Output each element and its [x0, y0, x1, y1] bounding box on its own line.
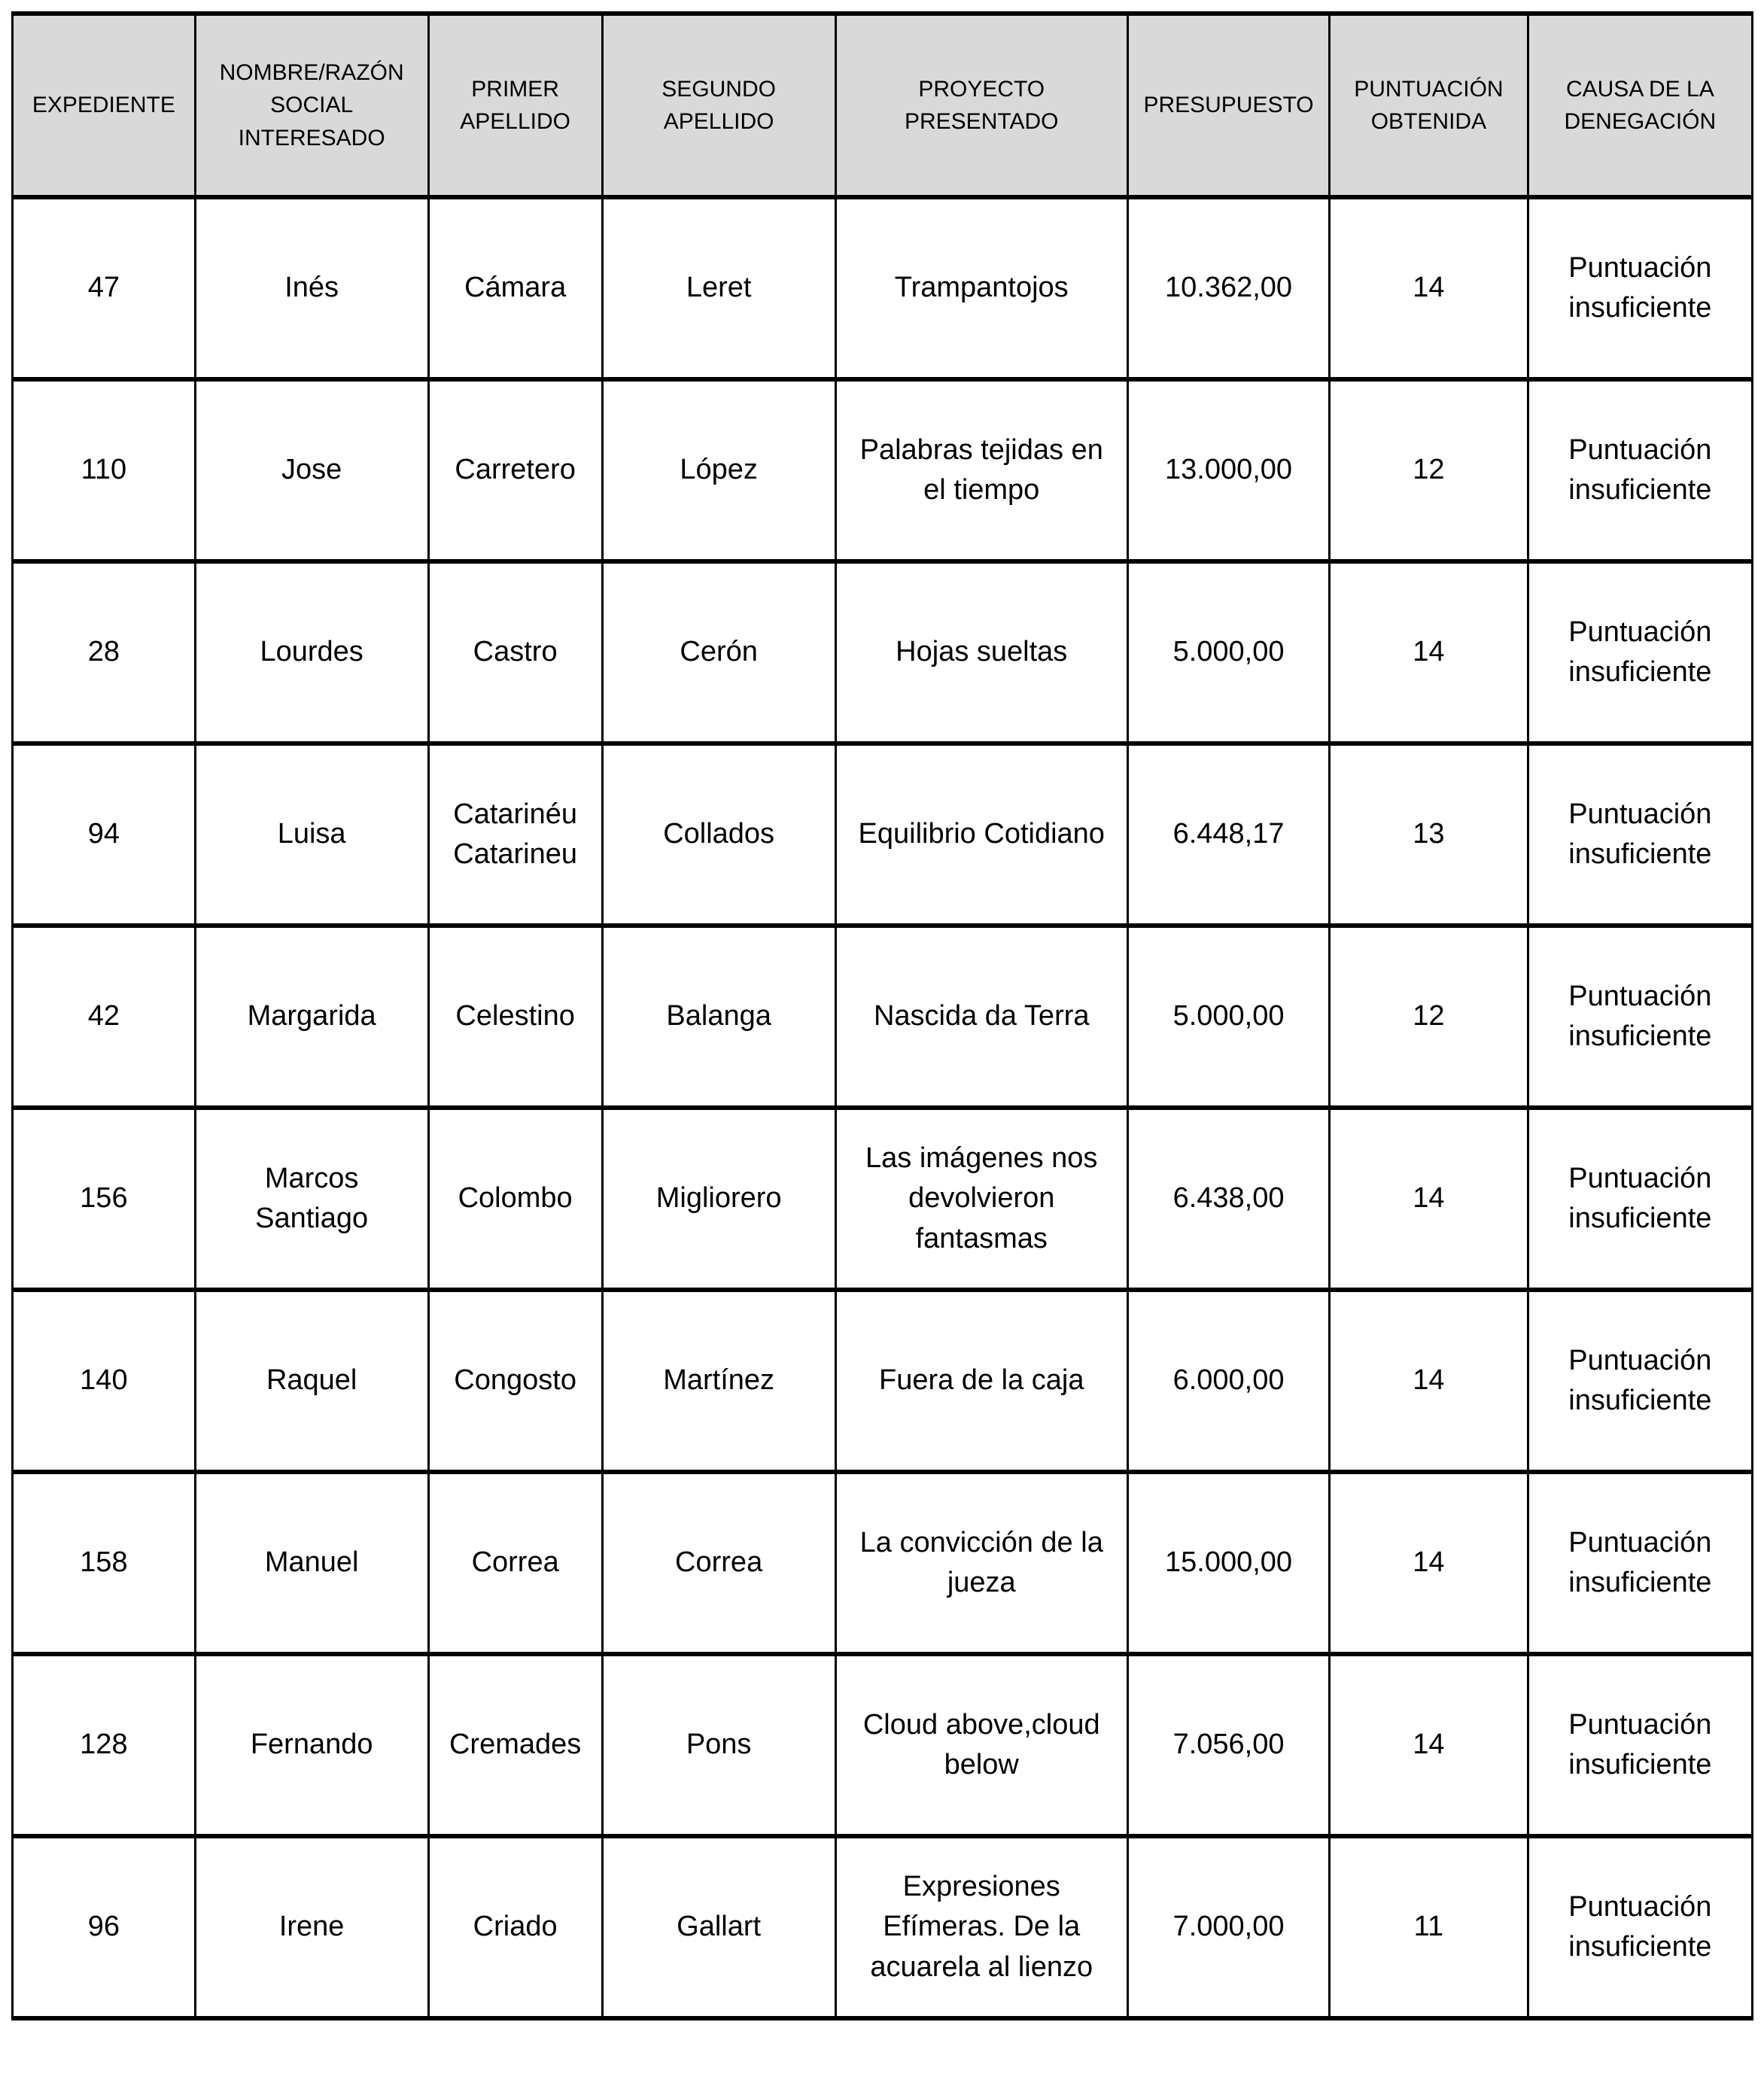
cell-segundo-apellido: Cerón — [602, 561, 835, 743]
cell-causa: Puntuación insuficiente — [1528, 197, 1752, 379]
table-row — [13, 1654, 1753, 1836]
column-header-proyecto: PROYECTO PRESENTADO — [835, 14, 1127, 197]
cell-nombre: Jose — [195, 379, 428, 561]
cell-primer-apellido: Carretero — [428, 379, 602, 561]
column-header-nombre: NOMBRE/RAZÓN SOCIAL INTERESADO — [195, 14, 428, 197]
cell-presupuesto: 15.000,00 — [1127, 1472, 1329, 1654]
cell-presupuesto: 6.438,00 — [1127, 1108, 1329, 1290]
cell-expediente: 28 — [13, 561, 196, 743]
table-row — [13, 1836, 1753, 2018]
cell-nombre: Luisa — [195, 743, 428, 926]
cell-causa: Puntuación insuficiente — [1528, 743, 1752, 926]
denied-applications-table — [11, 11, 1753, 2021]
cell-presupuesto: 10.362,00 — [1127, 197, 1329, 379]
cell-presupuesto: 5.000,00 — [1127, 926, 1329, 1108]
cell-segundo-apellido: Balanga — [602, 926, 835, 1108]
cell-expediente: 140 — [13, 1290, 196, 1472]
cell-nombre: Marcos Santiago — [195, 1108, 428, 1290]
table-row — [13, 926, 1753, 1108]
cell-primer-apellido: Castro — [428, 561, 602, 743]
cell-presupuesto: 5.000,00 — [1127, 561, 1329, 743]
cell-causa: Puntuación insuficiente — [1528, 379, 1752, 561]
cell-expediente: 128 — [13, 1654, 196, 1836]
cell-proyecto: Trampantojos — [835, 197, 1127, 379]
cell-nombre: Raquel — [195, 1290, 428, 1472]
cell-primer-apellido: Congosto — [428, 1290, 602, 1472]
cell-primer-apellido: Correa — [428, 1472, 602, 1654]
cell-segundo-apellido: Leret — [602, 197, 835, 379]
cell-causa: Puntuación insuficiente — [1528, 1836, 1752, 2018]
cell-primer-apellido: Celestino — [428, 926, 602, 1108]
cell-presupuesto: 13.000,00 — [1127, 379, 1329, 561]
cell-puntuacion: 12 — [1330, 926, 1528, 1108]
cell-puntuacion: 14 — [1330, 1654, 1528, 1836]
cell-segundo-apellido: Migliorero — [602, 1108, 835, 1290]
header-row — [13, 14, 1753, 197]
column-header-segundo-apellido: SEGUNDO APELLIDO — [602, 14, 835, 197]
cell-primer-apellido: Catarinéu Catarineu — [428, 743, 602, 926]
cell-expediente: 96 — [13, 1836, 196, 2018]
cell-puntuacion: 11 — [1330, 1836, 1528, 2018]
column-header-presupuesto: PRESUPUESTO — [1127, 14, 1329, 197]
cell-puntuacion: 14 — [1330, 1290, 1528, 1472]
cell-nombre: Irene — [195, 1836, 428, 2018]
cell-causa: Puntuación insuficiente — [1528, 1654, 1752, 1836]
table-row — [13, 743, 1753, 926]
cell-nombre: Manuel — [195, 1472, 428, 1654]
cell-primer-apellido: Cremades — [428, 1654, 602, 1836]
cell-segundo-apellido: Pons — [602, 1654, 835, 1836]
column-header-primer-apellido: PRIMER APELLIDO — [428, 14, 602, 197]
cell-proyecto: Palabras tejidas en el tiempo — [835, 379, 1127, 561]
table-row — [13, 379, 1753, 561]
cell-expediente: 156 — [13, 1108, 196, 1290]
column-header-puntuacion: PUNTUACIÓN OBTENIDA — [1330, 14, 1528, 197]
cell-puntuacion: 14 — [1330, 197, 1528, 379]
cell-proyecto: Equilibrio Cotidiano — [835, 743, 1127, 926]
cell-proyecto: Nascida da Terra — [835, 926, 1127, 1108]
cell-proyecto: Fuera de la caja — [835, 1290, 1127, 1472]
cell-presupuesto: 7.056,00 — [1127, 1654, 1329, 1836]
cell-segundo-apellido: Correa — [602, 1472, 835, 1654]
cell-puntuacion: 12 — [1330, 379, 1528, 561]
cell-primer-apellido: Colombo — [428, 1108, 602, 1290]
cell-puntuacion: 14 — [1330, 1108, 1528, 1290]
cell-nombre: Inés — [195, 197, 428, 379]
cell-expediente: 158 — [13, 1472, 196, 1654]
cell-segundo-apellido: Martínez — [602, 1290, 835, 1472]
column-header-expediente: EXPEDIENTE — [13, 14, 196, 197]
table-row — [13, 1472, 1753, 1654]
cell-causa: Puntuación insuficiente — [1528, 926, 1752, 1108]
cell-primer-apellido: Criado — [428, 1836, 602, 2018]
cell-puntuacion: 14 — [1330, 1472, 1528, 1654]
cell-expediente: 94 — [13, 743, 196, 926]
cell-proyecto: Hojas sueltas — [835, 561, 1127, 743]
cell-segundo-apellido: Collados — [602, 743, 835, 926]
cell-puntuacion: 13 — [1330, 743, 1528, 926]
cell-presupuesto: 6.000,00 — [1127, 1290, 1329, 1472]
table-row — [13, 1290, 1753, 1472]
cell-presupuesto: 6.448,17 — [1127, 743, 1329, 926]
cell-segundo-apellido: Gallart — [602, 1836, 835, 2018]
cell-proyecto: La convicción de la jueza — [835, 1472, 1127, 1654]
cell-puntuacion: 14 — [1330, 561, 1528, 743]
cell-expediente: 42 — [13, 926, 196, 1108]
table-row — [13, 561, 1753, 743]
cell-expediente: 47 — [13, 197, 196, 379]
cell-nombre: Lourdes — [195, 561, 428, 743]
table-row — [13, 1108, 1753, 1290]
cell-causa: Puntuación insuficiente — [1528, 561, 1752, 743]
cell-expediente: 110 — [13, 379, 196, 561]
cell-presupuesto: 7.000,00 — [1127, 1836, 1329, 2018]
column-header-causa: CAUSA DE LA DENEGACIÓN — [1528, 14, 1752, 197]
cell-nombre: Margarida — [195, 926, 428, 1108]
cell-causa: Puntuación insuficiente — [1528, 1108, 1752, 1290]
cell-proyecto: Cloud above,cloud below — [835, 1654, 1127, 1836]
cell-causa: Puntuación insuficiente — [1528, 1290, 1752, 1472]
cell-segundo-apellido: López — [602, 379, 835, 561]
table-row — [13, 197, 1753, 379]
cell-primer-apellido: Cámara — [428, 197, 602, 379]
cell-causa: Puntuación insuficiente — [1528, 1472, 1752, 1654]
cell-proyecto: Las imágenes nos devolvieron fantasmas — [835, 1108, 1127, 1290]
cell-proyecto: Expresiones Efímeras. De la acuarela al lienzo — [835, 1836, 1127, 2018]
cell-nombre: Fernando — [195, 1654, 428, 1836]
